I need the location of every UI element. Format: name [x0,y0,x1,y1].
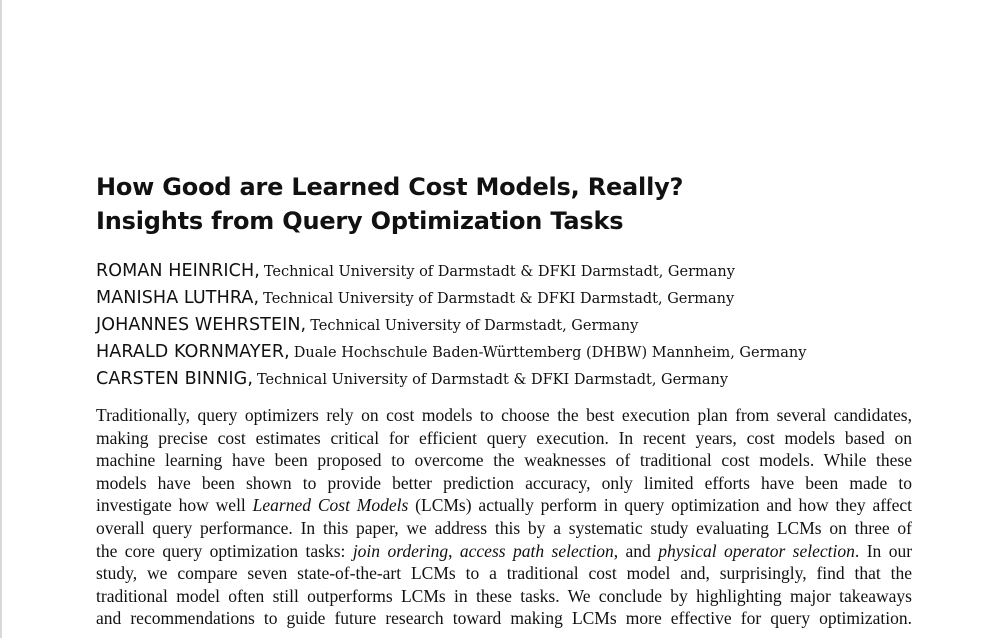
author-entry [96,312,936,339]
paper-title [96,170,916,238]
author-affiliation: Duale Hochschule Baden-Württemberg (DHBW) Mannheim, Germany [293,345,807,361]
author-entry [96,339,936,366]
abstract-emphasis: physical operator selection [658,540,855,561]
author-entry [96,366,936,393]
abstract-emphasis: join ordering [352,540,449,561]
abstract-text: the core query optimization tasks: [96,540,353,561]
author-list [96,258,936,393]
abstract-line: making precise cost estimates critical for efficient query execution. In recent years, cost models based on [96,427,912,448]
abstract-line: overall query performance. In this paper, we address this by a systematic study evaluating LCMs on three of [96,517,912,538]
abstract-text: . In our [854,540,913,561]
abstract-line [96,540,912,563]
abstract-line: study, we compare seven state-of-the-art LCMs to a traditional cost model and, surprisingly, find that the [96,563,912,584]
author-name: ROMAN HEINRICH, [96,261,260,281]
abstract-emphasis: Learned Cost Models [252,495,409,516]
abstract-line: models have been shown to provide better prediction accuracy, only limited efforts have been made to [96,472,912,493]
title-line-2: Insights from Query Optimization Tasks [96,207,624,235]
author-entry [96,258,936,285]
author-affiliation: Technical University of Darmstadt & DFKI Darmstadt, Germany [263,264,735,280]
author-affiliation: Technical University of Darmstadt, Germany [310,318,639,334]
abstract-line [96,494,912,517]
author-name: JOHANNES WEHRSTEIN, [96,315,307,335]
abstract-line: and recommendations to guide future research toward making LCMs more effective for query optimization. [96,608,912,629]
author-entry [96,285,936,312]
author-name: HARALD KORNMAYER, [96,342,290,362]
title-line-1: How Good are Learned Cost Models, Really? [96,173,684,201]
abstract-line: machine learning have been proposed to overcome the weaknesses of traditional cost models. While these [96,450,912,471]
abstract-text: (LCMs) actually perform in query optimization and how they affect [408,495,913,516]
abstract-text: , and [613,540,659,561]
abstract [96,404,912,630]
abstract-line: Traditionally, query optimizers rely on cost models to choose the best execution plan from several candidates, [96,405,912,425]
abstract-line: traditional model often still outperforms LCMs in these tasks. We conclude by highlighting major takeaways [96,585,912,606]
abstract-emphasis: access path selection [459,540,614,561]
abstract-text: , [448,540,460,561]
page-edge [0,0,2,638]
author-name: MANISHA LUTHRA, [96,288,260,308]
author-affiliation: Technical University of Darmstadt & DFKI Darmstadt, Germany [257,372,729,388]
author-affiliation: Technical University of Darmstadt & DFKI Darmstadt, Germany [263,291,735,307]
author-name: CARSTEN BINNIG, [96,369,253,389]
abstract-text: investigate how well [96,495,253,516]
